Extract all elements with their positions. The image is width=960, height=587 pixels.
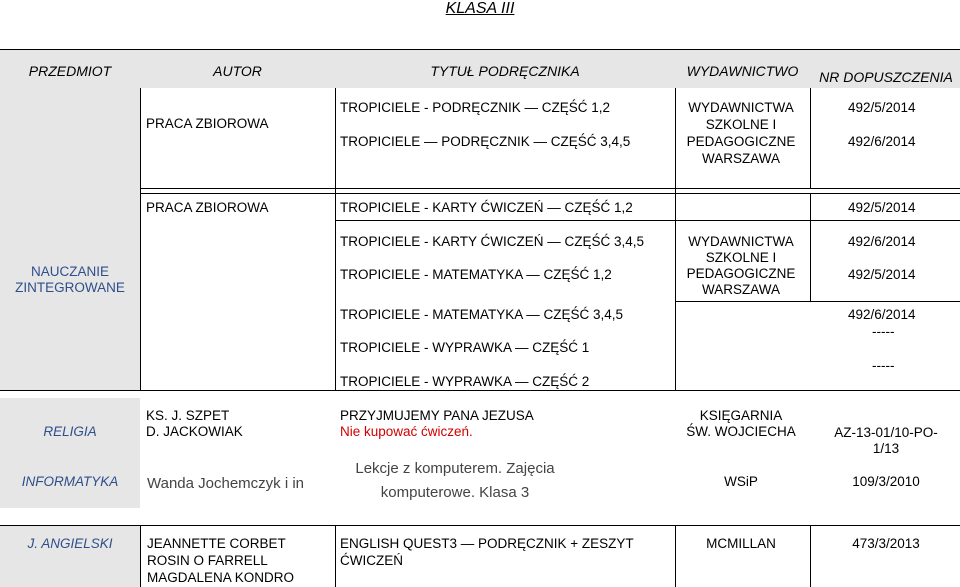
integrated-approval-3: 492/5/2014 [848,200,916,215]
integrated-author-cards: PRACA ZBIOROWA [146,200,269,215]
integrated-publisher-a-2: SZKOLNE I [705,117,777,132]
religion-approval-2: 1/13 [872,441,900,456]
english-author-2: ROSIN O FARRELL [147,553,268,568]
header-subject: PRZEDMIOT [28,63,112,79]
religion-author-2: D. JACKOWIAK [146,424,243,439]
integrated-title-7: TROPICIELE - WYPRAWKA — CZĘŚĆ 1 [340,340,590,355]
english-title-2: ĆWICZEŃ [340,553,403,568]
header-author: AUTOR [213,63,262,79]
english-author-3: MAGDALENA KONDRO [147,570,295,585]
informatics-title-2: komputerowe. Klasa 3 [380,484,530,501]
religion-approval-1: AZ-13-01/10-PO- [834,425,938,440]
integrated-subject-cell [0,88,140,390]
integrated-approval-7: ----- [872,324,895,339]
integrated-title-4: TROPICIELE - KARTY ĆWICZEŃ — CZĘŚĆ 3,4,5 [340,234,645,249]
integrated-approval-2: 492/6/2014 [848,134,916,149]
religion-subject: RELIGIA [43,424,97,439]
header-approval: NR DOPUSZCZENIA [819,69,953,85]
religion-publisher-2: ŚW. WOJCIECHA [686,424,796,439]
integrated-subject-line2: ZINTEGROWANE [15,280,125,295]
integrated-publisher-b-4: WARSZAWA [702,282,780,297]
religion-title: PRZYJMUJEMY PANA JEZUSA [340,408,534,423]
informatics-title-1: Lekcje z komputerem. Zajęcia [355,460,555,477]
integrated-publisher-a-4: WARSZAWA [702,151,780,166]
integrated-approval-6: 492/6/2014 [848,307,916,322]
english-title-1: ENGLISH QUEST3 — PODRĘCZNIK + ZESZYT [340,536,634,551]
english-approval: 473/3/2013 [852,536,920,551]
religion-author-1: KS. J. SZPET [146,408,230,423]
header-publisher: WYDAWNICTWO [686,63,799,79]
page-title: KLASA III [445,0,515,17]
integrated-publisher-b-3: PEDAGOGICZNE [686,266,796,281]
integrated-subject-line1: NAUCZANIE [30,264,109,279]
integrated-publisher-a-1: WYDAWNICTWA [688,100,794,115]
integrated-title-8: TROPICIELE - WYPRAWKA — CZĘŚĆ 2 [340,374,590,389]
informatics-approval: 109/3/2010 [852,474,920,489]
english-subject: J. ANGIELSKI [27,536,113,551]
informatics-author: Wanda Jochemczyk i in [147,475,305,492]
integrated-approval-8: ----- [872,358,895,373]
english-publisher: MCMILLAN [706,536,776,551]
integrated-title-6: TROPICIELE - MATEMATYKA — CZĘŚĆ 3,4,5 [340,307,624,322]
integrated-title-2: TROPICIELE — PODRĘCZNIK — CZĘŚĆ 3,4,5 [340,134,631,149]
integrated-publisher-b-1: WYDAWNICTWA [688,234,794,249]
integrated-approval-4: 492/6/2014 [848,234,916,249]
integrated-approval-5: 492/5/2014 [848,267,916,282]
integrated-title-5: TROPICIELE - MATEMATYKA — CZĘŚĆ 1,2 [340,267,612,282]
integrated-author: PRACA ZBIOROWA [146,116,269,131]
header-title: TYTUŁ PODRĘCZNIKA [430,63,580,79]
informatics-subject: INFORMATYKA [21,474,119,489]
religion-note: Nie kupować ćwiczeń. [340,424,473,439]
religion-subject-cell [0,398,140,508]
informatics-publisher: WSiP [724,474,758,489]
integrated-title-1: TROPICIELE - PODRĘCZNIK — CZĘŚĆ 1,2 [340,100,611,115]
integrated-publisher-a-3: PEDAGOGICZNE [686,134,796,149]
integrated-title-3: TROPICIELE - KARTY ĆWICZEŃ — CZĘŚĆ 1,2 [340,200,633,215]
religion-publisher-1: KSIĘGARNIA [699,408,783,423]
integrated-publisher-b-2: SZKOLNE I [705,250,777,265]
integrated-approval-1: 492/5/2014 [848,100,916,115]
english-author-1: JEANNETTE CORBET [147,536,286,551]
